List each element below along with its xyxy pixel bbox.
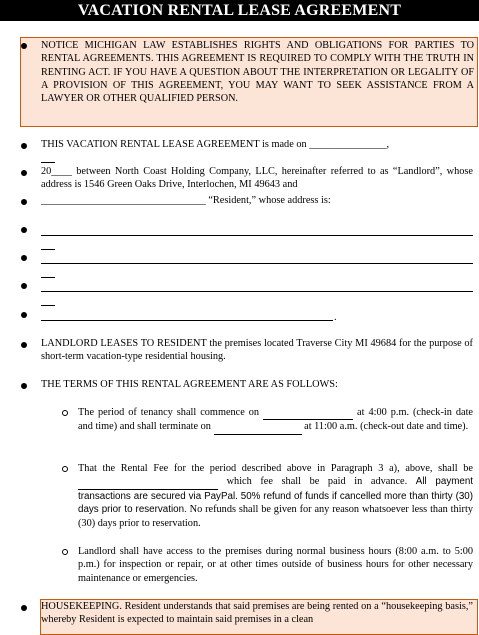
landlord-text: between North Coast Holding Company, LLC, hereinafter referred to as “Landlord”, whose address is 1546 Green Oaks Drive, Interlochen, MI 49643 and — [41, 166, 473, 191]
housekeeping-paragraph: HOUSEKEEPING. Resident understands that said premises are being rented on a “housekeeping basis,” whereby Resident is expected to maintain said premises in a clean — [41, 601, 473, 626]
blank-line — [41, 249, 55, 250]
bullet — [21, 143, 27, 149]
term-tenancy — [78, 406, 473, 435]
resident-blank: ________________________________ — [41, 195, 206, 206]
address-line — [41, 263, 473, 264]
bullet — [21, 227, 27, 233]
term-fee-c: All payment transactions are secured via PayPal. 50% refund of funds if cancelled more than thirty (30) days prior to reservation. — [78, 476, 473, 516]
address-line — [41, 320, 333, 321]
made-on-blank: _______________, — [309, 139, 390, 150]
blank-line — [41, 277, 55, 278]
term-fee-b: which fee shall be paid in advance. — [226, 476, 408, 488]
term-access: Landlord shall have access to the premises during normal business hours (8:00 a.m. to 5:00 p.m.) for inspection or repair, or at other times outside of business hours for other necessary maintenance or emergencies. — [78, 546, 473, 584]
bullet — [21, 383, 27, 389]
made-on-line — [41, 138, 473, 151]
checkout-date-blank — [214, 420, 302, 434]
term-fee-a: That the Rental Fee for the period described above in Paragraph 3 a), above, shall be — [78, 463, 473, 474]
bullet — [21, 312, 27, 318]
blank-line — [41, 305, 55, 306]
document-title: VACATION RENTAL LEASE AGREEMENT — [0, 0, 479, 21]
term-tenancy-b: at 4:00 p.m. (check-in date and time) and shall terminate on — [78, 407, 474, 433]
blank-line — [41, 162, 55, 163]
sub-bullet — [62, 410, 68, 416]
fee-blank — [78, 475, 218, 489]
bullet — [21, 255, 27, 261]
term-fee-d: No refunds shall be given for any reason whatsoever less than thirty (30) days prior to reservation. — [78, 504, 473, 529]
sub-bullet — [62, 466, 68, 472]
address-line — [41, 235, 473, 236]
sub-bullet — [62, 549, 68, 555]
bullet — [21, 342, 27, 348]
term-tenancy-a: The period of tenancy shall commence on — [78, 407, 260, 418]
landlord-paragraph — [41, 165, 473, 192]
leases-paragraph — [41, 337, 473, 364]
notice-paragraph: NOTICE MICHIGAN LAW ESTABLISHES RIGHTS AND OBLIGATIONS FOR PARTIES TO RENTAL AGREEMENTS. THIS AGREEMENT IS REQUIRED TO COMPLY WITH THE TRUTH IN RENTING ACT. IF YOU HAVE A QUESTION ABOUT THE INTERPRETATION OR LEGALITY OF A PROVISION OF THIS AGREEMENT, YOU MAY WANT TO SEEK ASSISTANCE FROM A LAWYER OR OTHER QUALIFIED PERSON. — [41, 40, 474, 105]
bullet — [21, 605, 27, 611]
checkin-date-blank — [263, 406, 353, 420]
end-period: . — [334, 312, 337, 323]
bullet — [21, 283, 27, 289]
address-line — [41, 291, 473, 292]
leases-text: the premises located Traverse City MI 49684 for the purpose of short-term vacation-type residential housing. — [41, 338, 473, 363]
year-blank: ____ — [51, 166, 72, 177]
leases-heading: LANDLORD LEASES TO RESIDENT — [41, 338, 207, 349]
terms-heading: THE TERMS OF THIS RENTAL AGREEMENT ARE AS FOLLOWS: — [41, 379, 338, 390]
term-rental-fee — [78, 462, 473, 530]
year-prefix: 20 — [41, 166, 52, 177]
term-tenancy-c: at 11:00 a.m. (check-out date and time). — [304, 421, 469, 433]
bullet — [21, 43, 27, 49]
bullet — [21, 170, 27, 176]
made-on-text: THIS VACATION RENTAL LEASE AGREEMENT is made on — [41, 139, 307, 150]
resident-text: “Resident,” whose address is: — [208, 195, 331, 206]
bullet — [21, 199, 27, 205]
resident-line — [41, 194, 473, 207]
